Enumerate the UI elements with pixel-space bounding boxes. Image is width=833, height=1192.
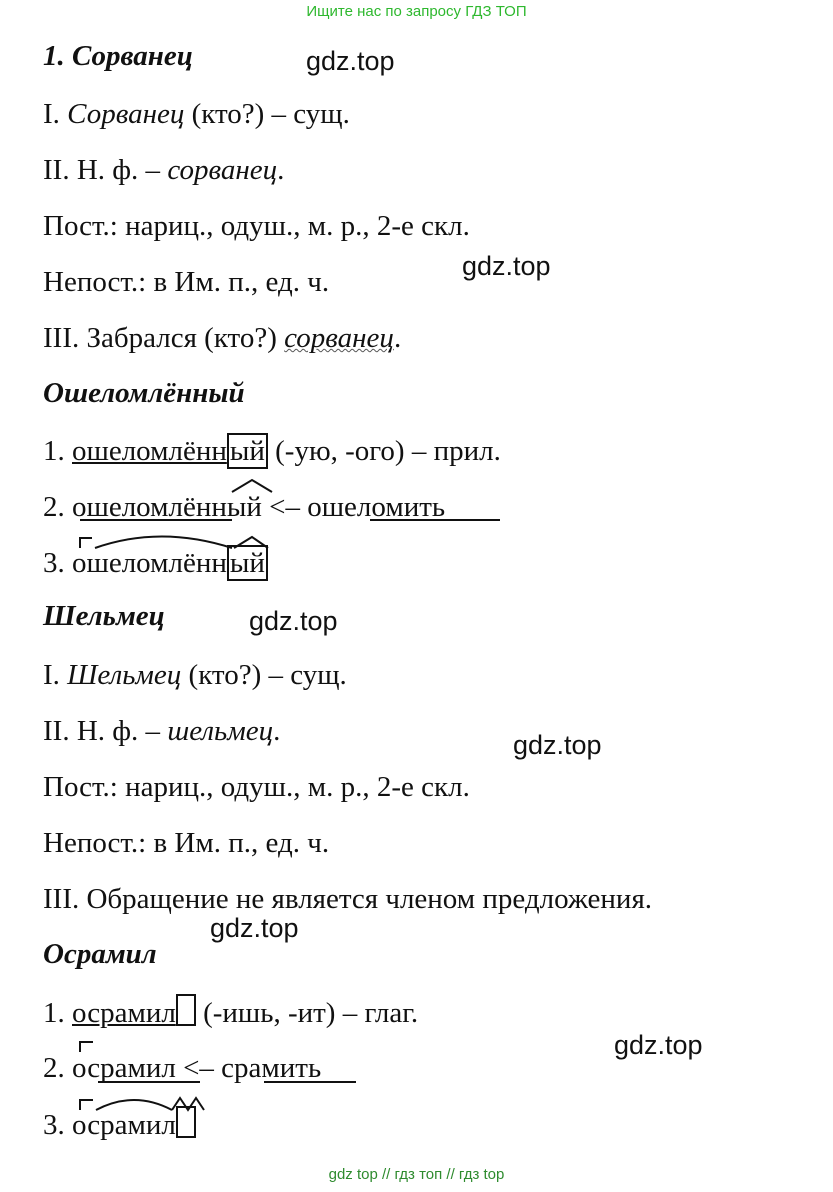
- derived-word: осрамил: [72, 1052, 176, 1084]
- punctuation: .: [393, 322, 402, 354]
- line-text: (кто?) – сущ.: [191, 98, 350, 130]
- line-number: 1.: [43, 997, 65, 1029]
- analysis-line: [43, 994, 418, 1031]
- analysis-line: [43, 96, 350, 132]
- analysis-line: Пост.: нариц., одуш., м. р., 2-е скл.: [43, 771, 470, 803]
- analysis-line: [43, 713, 280, 749]
- line-text: (-ишь, -ит) – глаг.: [203, 997, 419, 1029]
- punctuation: .: [277, 154, 285, 186]
- analysis-line: [43, 545, 268, 581]
- line-number: 1.: [43, 435, 65, 467]
- subject-word: сорванец: [284, 322, 394, 354]
- word-ending: ый: [227, 545, 268, 581]
- analysis-line: Пост.: нариц., одуш., м. р., 2-е скл.: [43, 210, 470, 242]
- line-text: II. Н. ф. –: [43, 715, 161, 747]
- line-number: 2.: [43, 491, 65, 523]
- bottom-banner[interactable]: gdz top // гдз топ // гдз top: [328, 1166, 505, 1183]
- roman-numeral: I.: [43, 98, 60, 130]
- watermark: gdz.top: [462, 251, 551, 281]
- analysis-line: [43, 320, 401, 356]
- analysis-line: Непост.: в Им. п., ед. ч.: [43, 266, 330, 298]
- analysis-line: [43, 1050, 321, 1086]
- word-ending: ый: [227, 433, 268, 469]
- word-italic: сорванец: [167, 154, 278, 186]
- top-banner[interactable]: Ищите нас по запросу ГДЗ ТОП: [306, 3, 527, 20]
- zero-ending-box: [176, 994, 196, 1026]
- watermark: gdz.top: [614, 1030, 703, 1060]
- derivation-arrow: <–: [183, 1052, 214, 1084]
- source-word: ошеломить: [307, 491, 446, 523]
- derivation-arrow: <–: [269, 491, 300, 523]
- analysis-line: [43, 657, 347, 693]
- line-text: (кто?) – сущ.: [188, 659, 347, 691]
- analysis-line: [43, 152, 284, 188]
- watermark: gdz.top: [249, 606, 338, 636]
- analysis-line: [43, 1106, 196, 1143]
- derived-word: ошеломлённый: [72, 491, 262, 523]
- source-word: срамить: [221, 1052, 322, 1084]
- line-number: 3.: [43, 1109, 65, 1141]
- line-number: 2.: [43, 1052, 65, 1084]
- section-title-osramil: Осрамил: [43, 938, 157, 970]
- word-italic: шельмец: [167, 715, 274, 747]
- section-title-oshelomlenny: Ошеломлённый: [43, 377, 245, 409]
- watermark: gdz.top: [513, 730, 602, 760]
- analysis-line: Непост.: в Им. п., ед. ч.: [43, 827, 330, 859]
- punctuation: .: [273, 715, 281, 747]
- section-number: 1.: [43, 40, 65, 72]
- line-text: III. Забрался (кто?): [43, 322, 277, 354]
- word-stem: ошеломлённ: [72, 435, 227, 467]
- analysis-line: [43, 433, 501, 469]
- word-stem: осрамил: [72, 997, 176, 1029]
- line-text: (-ую, -ого) – прил.: [275, 435, 501, 467]
- word-stem: осрамил: [72, 1109, 176, 1141]
- watermark: gdz.top: [306, 46, 395, 76]
- section-word: Сорванец: [72, 40, 193, 72]
- line-number: 3.: [43, 547, 65, 579]
- analysis-line: III. Обращение не является членом предложения.: [43, 883, 653, 915]
- zero-ending-box: [176, 1106, 196, 1138]
- section-title-sorvanets: [43, 38, 193, 74]
- watermark: gdz.top: [210, 913, 299, 943]
- line-text: II. Н. ф. –: [43, 154, 161, 186]
- section-title-shelmets: Шельмец: [43, 600, 165, 632]
- word-italic: Шельмец: [67, 659, 182, 691]
- analysis-line: [43, 489, 445, 525]
- roman-numeral: I.: [43, 659, 60, 691]
- word-italic: Сорванец: [67, 98, 185, 130]
- word-stem: ошеломлённ: [72, 547, 227, 579]
